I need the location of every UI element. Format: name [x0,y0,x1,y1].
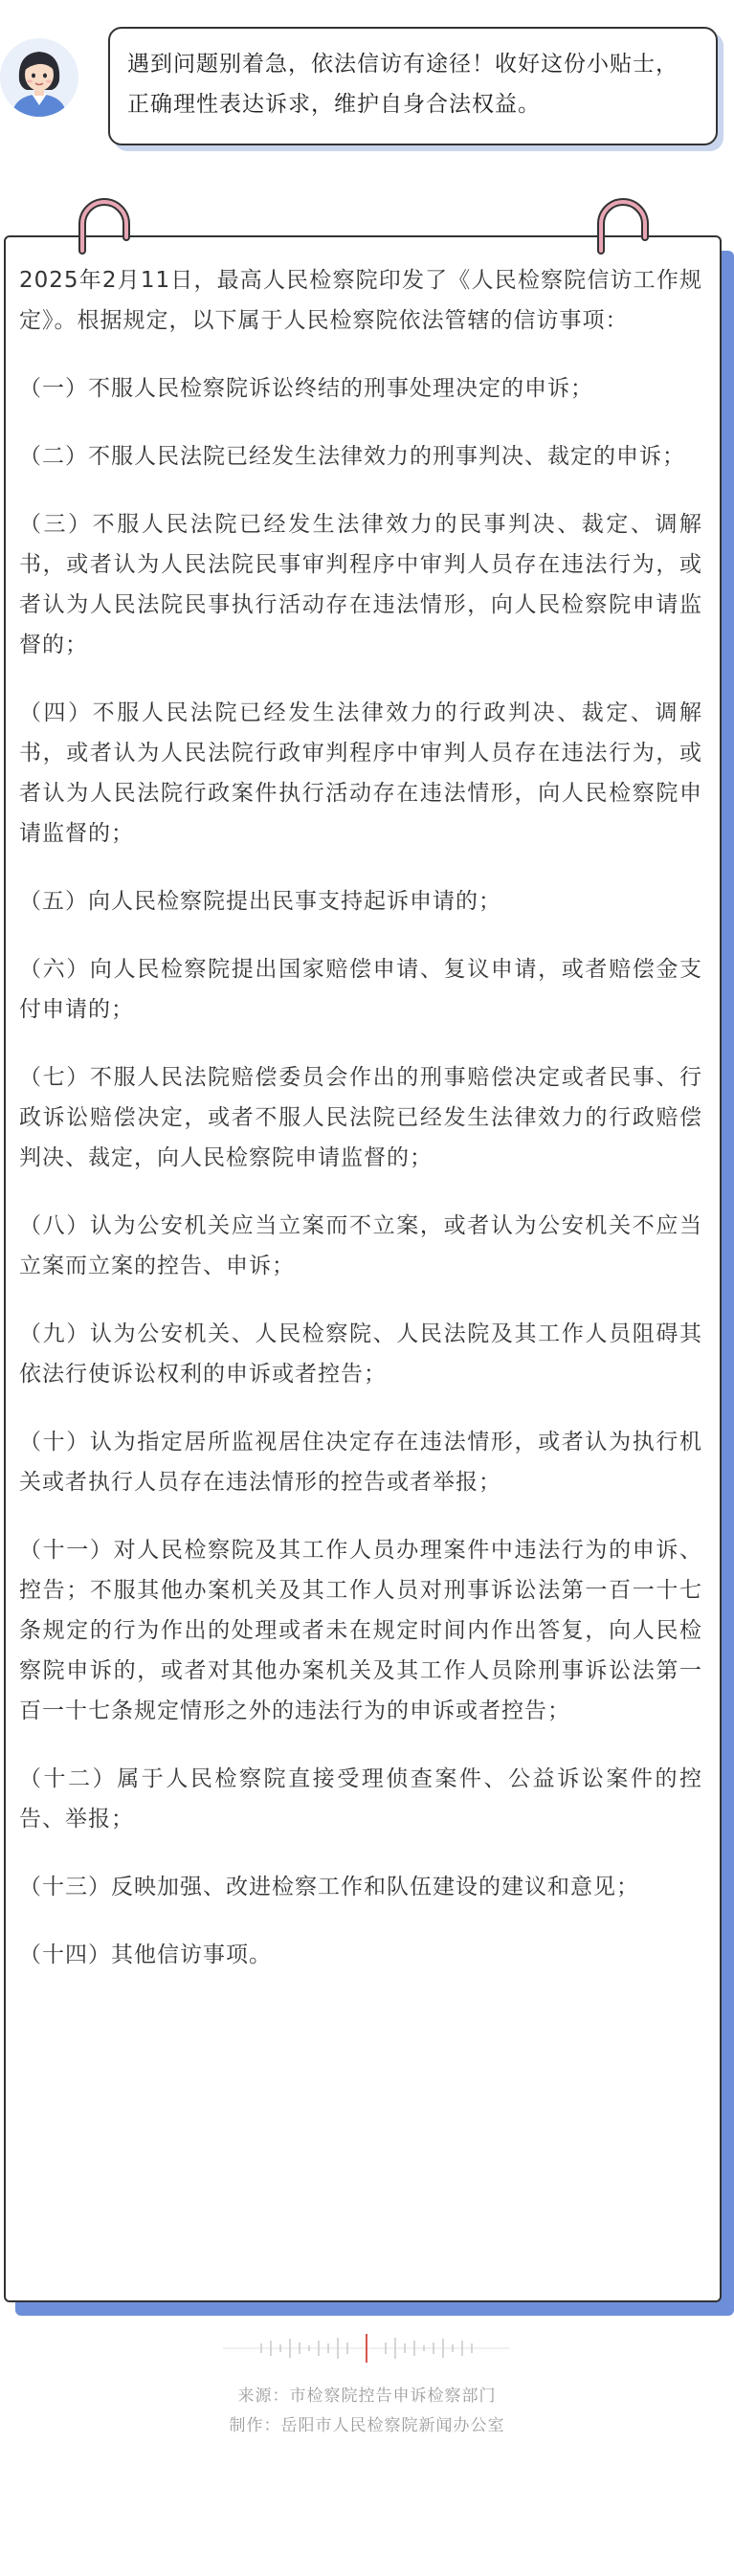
list-item: （三）不服人民法院已经发生法律效力的民事判决、裁定、调解书，或者认为人民法院民事审判程序中审判人员存在违法行为，或者认为人民法院民事执行活动存在违法情形，向人民检察院申请监督的； [19,512,702,657]
binder-ring-icon [71,191,138,258]
intro-speech-bubble [108,27,718,145]
footer-producer: 制作：岳阳市人民检察院新闻办公室 [229,2416,505,2435]
footer-source: 来源：市检察院控告申诉检察部门 [237,2387,497,2406]
list-item: （二）不服人民法院已经发生法律效力的刑事判决、裁定的申诉； [19,444,685,469]
list-item: （十四）其他信访事项。 [19,1943,272,1967]
binder-ring-icon [589,191,656,258]
list-item: （一）不服人民检察院诉讼终结的刑事处理决定的申诉； [19,376,593,401]
list-item: （十三）反映加强、改进检察工作和队伍建设的建议和意见； [19,1875,639,1899]
article-body [19,260,702,2003]
article-intro: 2025年2月11日，最高人民检察院印发了《人民检察院信访工作规定》。根据规定，以下属于人民检察院依法管辖的信访事项： [19,268,702,333]
list-item: （七）不服人民法院赔偿委员会作出的刑事赔偿决定或者民事、行政诉讼赔偿决定，或者不服人民法院已经发生法律效力的行政赔偿判决、裁定，向人民检察院申请监督的； [19,1065,702,1170]
list-item: （八）认为公安机关应当立案而不立案，或者认为公安机关不应当立案而立案的控告、申诉； [19,1213,702,1278]
list-item: （六）向人民检察院提出国家赔偿申请、复议申请，或者赔偿金支付申请的； [19,957,702,1022]
list-item: （九）认为公安机关、人民检察院、人民法院及其工作人员阻碍其依法行使诉讼权利的申诉或者控告； [19,1321,702,1387]
intro-header [0,0,734,163]
list-item: （四）不服人民法院已经发生法律效力的行政判决、裁定、调解书，或者认为人民法院行政审判程序中审判人员存在违法行为，或者认为人民法院行政案件执行活动存在违法情形，向人民检察院申请监督的； [19,700,702,846]
woman-avatar-icon [0,38,78,117]
list-item: （十一）对人民检察院及其工作人员办理案件中违法行为的申诉、控告；不服其他办案机关及其工作人员对刑事诉讼法第一百一十七条规定的行为作出的处理或者未在规定时间内作出答复，向人民检察院申诉的，或者对其他办案机关及其工作人员除刑事诉讼法第一百一十七条规定情形之外的违法行为的申诉或者控告； [19,1538,702,1723]
intro-text: 遇到问题别着急，依法信访有途径！收好这份小贴士，正确理性表达诉求，维护自身合法权益。 [127,52,678,117]
sound-wave-divider-icon [223,2332,510,2365]
list-item: （五）向人民检察院提出民事支持起诉申请的； [19,889,501,914]
list-item: （十二）属于人民检察院直接受理侦查案件、公益诉讼案件的控告、举报； [19,1766,702,1832]
list-item: （十）认为指定居所监视居住决定存在违法情形，或者认为执行机关或者执行人员存在违法情形的控告或者举报； [19,1430,702,1495]
